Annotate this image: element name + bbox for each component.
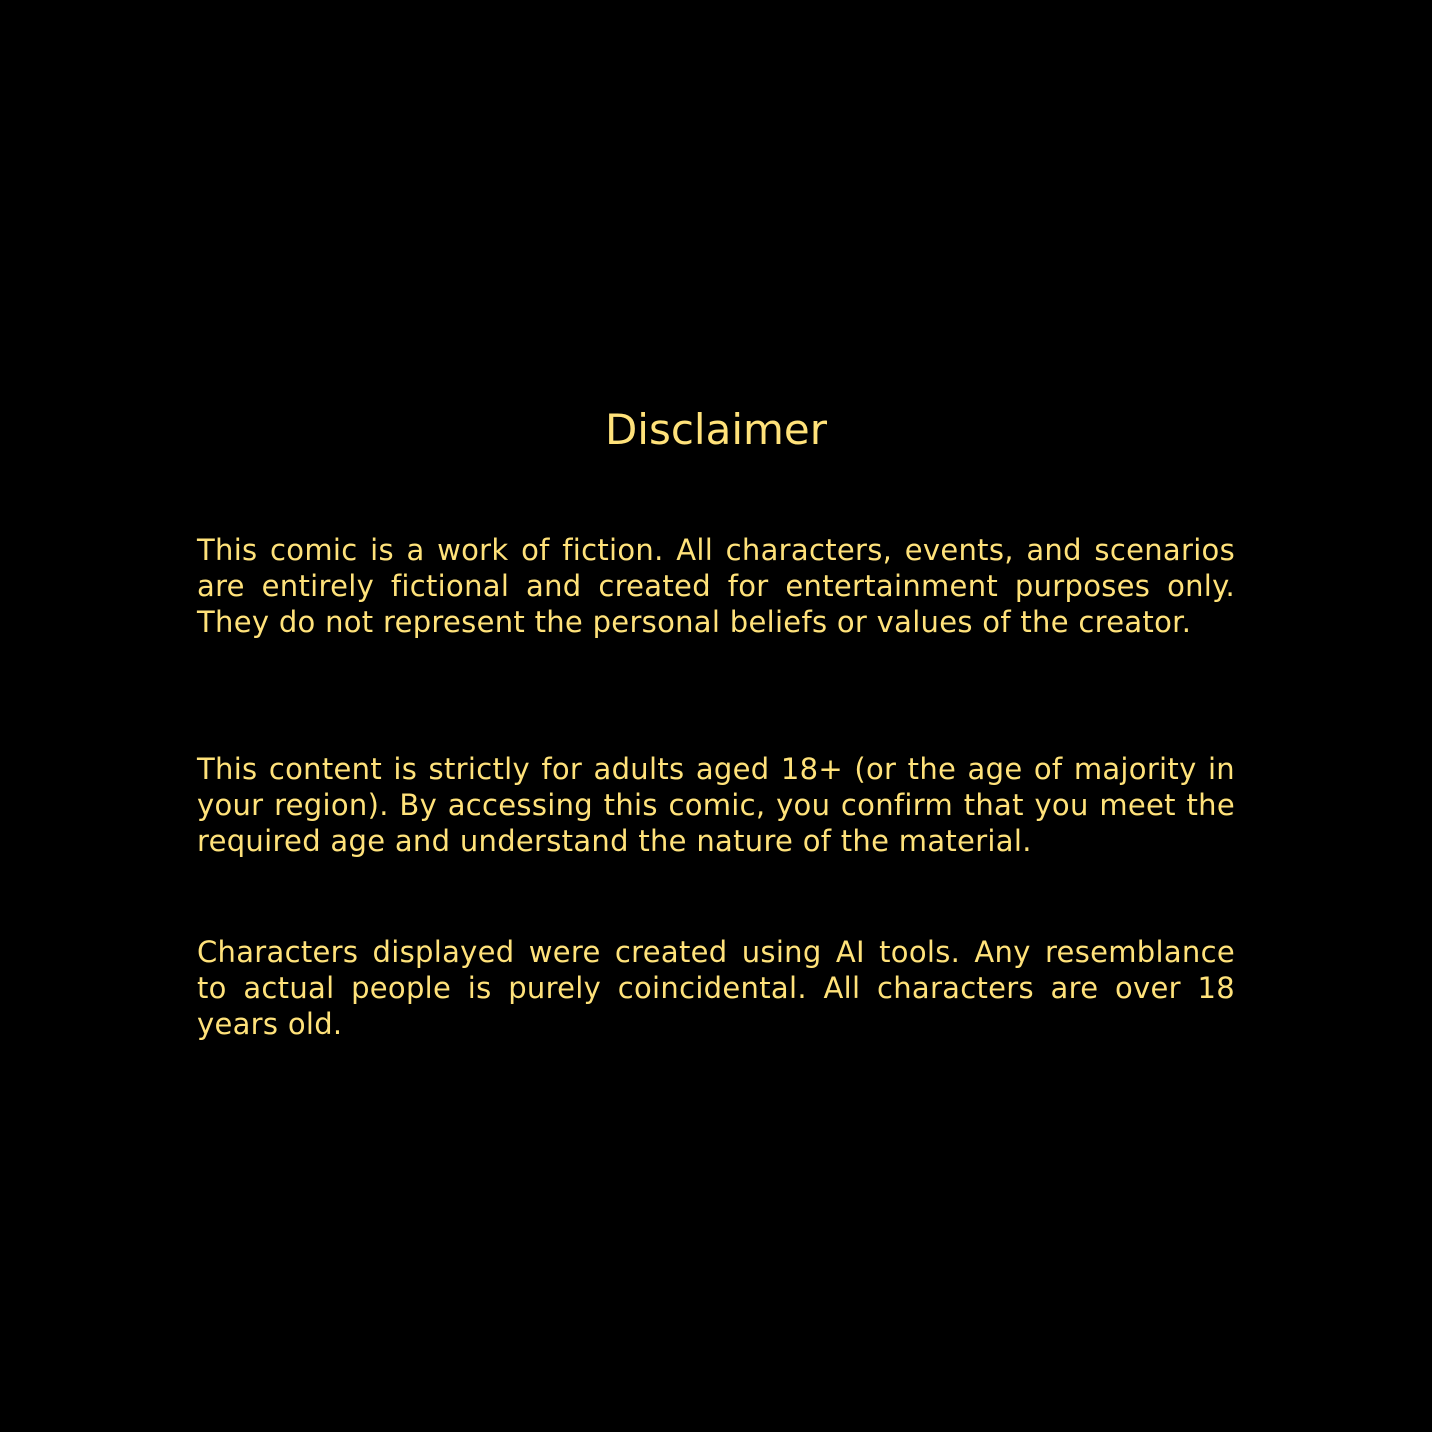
disclaimer-paragraph-age: This content is strictly for adults aged 18+ (or the age of majority in your region). By accessing this comic, you confirm that you meet the required age and understand the nature of the material. — [197, 752, 1235, 858]
disclaimer-title: Disclaimer — [604, 405, 828, 454]
disclaimer-paragraph-fiction: This comic is a work of fiction. All characters, events, and scenarios are entirely fictional and created for entertainment purposes only. They do not represent the personal beliefs or values of the creator. — [197, 533, 1235, 639]
disclaimer-paragraph-ai: Characters displayed were created using AI tools. Any resemblance to actual people is purely coincidental. All characters are over 18 years old. — [197, 935, 1235, 1041]
